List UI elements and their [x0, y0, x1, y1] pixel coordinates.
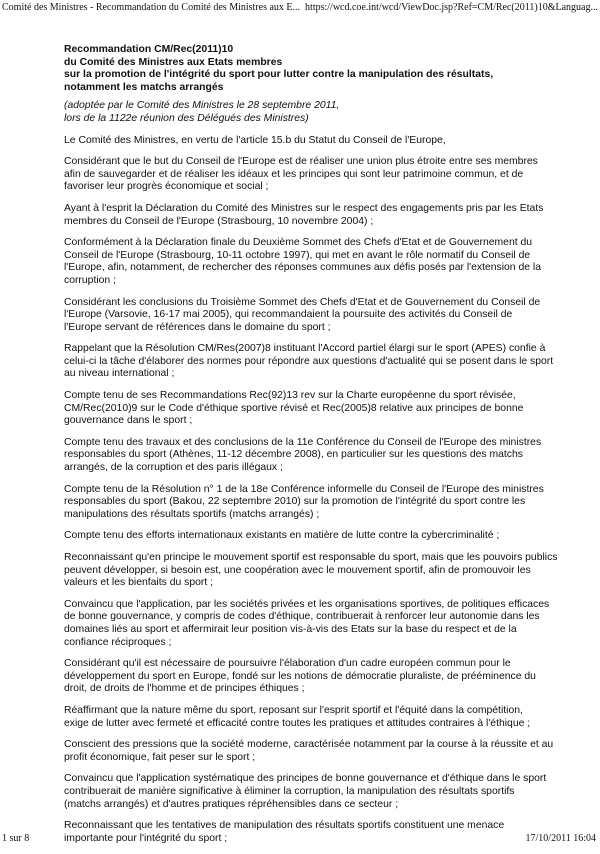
recommendation-title: [64, 44, 572, 94]
paragraph-line: l'Europe, afin, notamment, de rechercher des réponses communes aux défis posés par l'extension de la: [64, 262, 542, 274]
paragraph-line: l'Europe servant de références dans le domaine du sport ;: [64, 321, 331, 333]
recital-paragraph: [64, 705, 572, 730]
paragraph-line: gouvernance dans le sport ;: [64, 415, 193, 427]
preamble: Le Comité des Ministres, en vertu de l'article 15.b du Statut du Conseil de l'Europe,: [64, 134, 446, 146]
print-footer: [0, 832, 600, 848]
title-line: du Comité des Ministres aux Etats membres: [64, 56, 283, 68]
title-line: sur la promotion de l'intégrité du sport pour lutter contre la manipulation des résultats,: [64, 69, 494, 81]
paragraph-line: Compte tenu de la Résolution n° 1 de la 18e Conférence informelle du Conseil de l'Europe des ministres: [64, 483, 544, 495]
paragraph-line: Convaincu que l'application, par les sociétés privées et les organisations sportives, de politiques efficaces: [64, 598, 550, 610]
recital-paragraph: [64, 390, 572, 428]
paragraph-line: corruption ;: [64, 274, 116, 286]
paragraph-line: Conscient des pressions que la société moderne, caractérisée notamment par la course à la réussite et au: [64, 739, 554, 751]
recital-paragraph: [64, 658, 572, 696]
paragraph-line: de bonne gouvernance, y compris de codes d'éthique, contribuerait à renforcer leur autonomie dans les: [64, 611, 540, 623]
paragraph-line: peuvent développer, si besoin est, une coopération avec le mouvement sportif, afin de promouvoir les: [64, 564, 531, 576]
print-header: [0, 0, 600, 16]
recital-paragraph: [64, 343, 572, 381]
paragraph-line: Conseil de l'Europe (Strasbourg, 10-11 octobre 1997), qui met en avant le rôle normatif du Conseil de: [64, 249, 531, 261]
paragraph-line: au niveau international ;: [64, 368, 175, 380]
paragraph-line: Conformément à la Déclaration finale du Deuxième Sommet des Chefs d'Etat et de Gouvernement du: [64, 237, 533, 249]
paragraph-line: domaines liés au sport et affermirait leur position vis-à-vis des Etats sur la base du respect et de la: [64, 623, 517, 635]
paragraph-line: Reconnaissant que les tentatives de manipulation des résultats sportifs constituent une menace: [64, 820, 505, 832]
paragraph-line: Compte tenu de ses Recommandations Rec(92)13 rev sur la Charte européenne du sport révisée,: [64, 390, 516, 402]
paragraph-line: Compte tenu des efforts internationaux existants en matière de lutte contre la cybercriminalité ;: [64, 530, 500, 542]
paragraph-line: importante pour l'intégrité du sport ;: [64, 832, 228, 844]
paragraph-line: Compte tenu des travaux et des conclusions de la 11e Conférence du Conseil de l'Europe des ministres: [64, 436, 542, 448]
paragraph-line: Reconnaissant qu'en principe le mouvement sportif est responsable du sport, mais que les pouvoirs publics: [64, 552, 558, 563]
print-header-url: https://wcd.coe.int/wcd/ViewDoc.jsp?Ref=CM/Rec(2011)10&Languag...: [305, 2, 598, 13]
paragraph-line: contribuerait de manière significative à éliminer la corruption, la manipulation des résultats sportifs: [64, 785, 515, 797]
recital-paragraph: [64, 530, 572, 543]
page-number: 1 sur 8: [2, 833, 30, 844]
recital-paragraph: [64, 739, 572, 764]
paragraph-line: Considérant qu'il est nécessaire de poursuivre l'élaboration d'un cadre européen commun pour le: [64, 658, 511, 670]
recital-paragraph: [64, 156, 572, 194]
paragraph-line: Convaincu que l'application systématique des principes de bonne gouvernance et d'éthique dans le sport: [64, 773, 547, 785]
paragraph-line: Considérant les conclusions du Troisième Sommet des Chefs d'Etat et de Gouvernement du Conseil de: [64, 296, 541, 308]
title-line: notamment les matchs arrangés: [64, 81, 224, 93]
paragraph-line: valeurs et les bienfaits du sport ;: [64, 577, 214, 589]
paragraph-line: membres du Conseil de l'Europe (Strasbourg, 10 novembre 2004) ;: [64, 215, 374, 227]
paragraph-line: CM/Rec(2010)9 sur le Code d'éthique sportive révisé et Rec(2005)8 relative aux principes de bonne: [64, 402, 524, 414]
paragraph-line: responsables du sport (Athènes, 11-12 décembre 2008), en particulier sur les questions des matchs: [64, 449, 523, 461]
print-datetime: 17/10/2011 16:04: [525, 833, 596, 844]
print-header-title: Comité des Ministres - Recommandation du Comité des Ministres aux E...: [2, 2, 301, 13]
paragraph-line: Considérant que le but du Conseil de l'Europe est de réaliser une union plus étroite entre ses membres: [64, 156, 538, 168]
title-line: Recommandation CM/Rec(2011)10: [64, 44, 234, 55]
paragraph-line: favoriser leur progrès économique et social ;: [64, 181, 269, 193]
paragraph-line: (matchs arrangés) et d'autres pratiques répréhensibles dans ce secteur ;: [64, 798, 399, 810]
recital-paragraph: [64, 599, 572, 649]
adoption-line: lors de la 1122e réunion des Délégués des Ministres): [64, 112, 309, 124]
document-body: [64, 44, 572, 854]
paragraph-line: arrangés, de la corruption et des paris illégaux ;: [64, 462, 283, 474]
recital-paragraphs: [64, 156, 572, 845]
paragraph-line: manipulations des résultats sportifs (matchs arrangés) ;: [64, 508, 320, 520]
recital-paragraph: [64, 773, 572, 811]
adoption-note: [64, 100, 572, 125]
paragraph-line: droit, de droits de l'homme et de principes éthiques ;: [64, 683, 305, 695]
paragraph-line: Réaffirmant que la nature même du sport, reposant sur l'esprit sportif et l'équité dans la compétition,: [64, 704, 523, 716]
recital-paragraph: [64, 484, 572, 522]
paragraph-line: l'Europe (Varsovie, 16-17 mai 2005), qui recommandaient la poursuite des activités du Conseil de: [64, 309, 513, 321]
recital-paragraph: [64, 203, 572, 228]
paragraph-line: développement du sport en Europe, fondé sur les notions de démocratie pluraliste, de prééminence du: [64, 670, 536, 682]
recital-paragraph: [64, 297, 572, 335]
paragraph-line: profit économique, fait peser sur le sport ;: [64, 751, 256, 763]
paragraph-line: afin de sauvegarder et de réaliser les idéaux et les principes qui sont leur patrimoine commun, et de: [64, 168, 524, 180]
paragraph-line: celui-ci la tâche d'élaborer des normes pour répondre aux questions d'actualité qui se posent dans le sport: [64, 355, 554, 367]
recital-paragraph: [64, 552, 572, 590]
paragraph-line: confiance réciproques ;: [64, 636, 172, 648]
paragraph-line: Rappelant que la Résolution CM/Res(2007)8 instituant l'Accord partiel élargi sur le sport (APES) confie à: [64, 343, 546, 355]
recital-paragraph: [64, 237, 572, 287]
paragraph-line: exige de lutter avec fermeté et efficacité contre toutes les pratiques et attitudes contraires à l'éthique ;: [64, 717, 531, 729]
recital-paragraph: [64, 437, 572, 475]
adoption-line: (adoptée par le Comité des Ministres le 28 septembre 2011,: [64, 100, 340, 112]
paragraph-line: Ayant à l'esprit la Déclaration du Comité des Ministres sur le respect des engagements pris par les Etats: [64, 202, 544, 214]
paragraph-line: responsables du sport (Bakou, 22 septembre 2010) sur la promotion de l'intégrité du sport contre les: [64, 496, 526, 508]
